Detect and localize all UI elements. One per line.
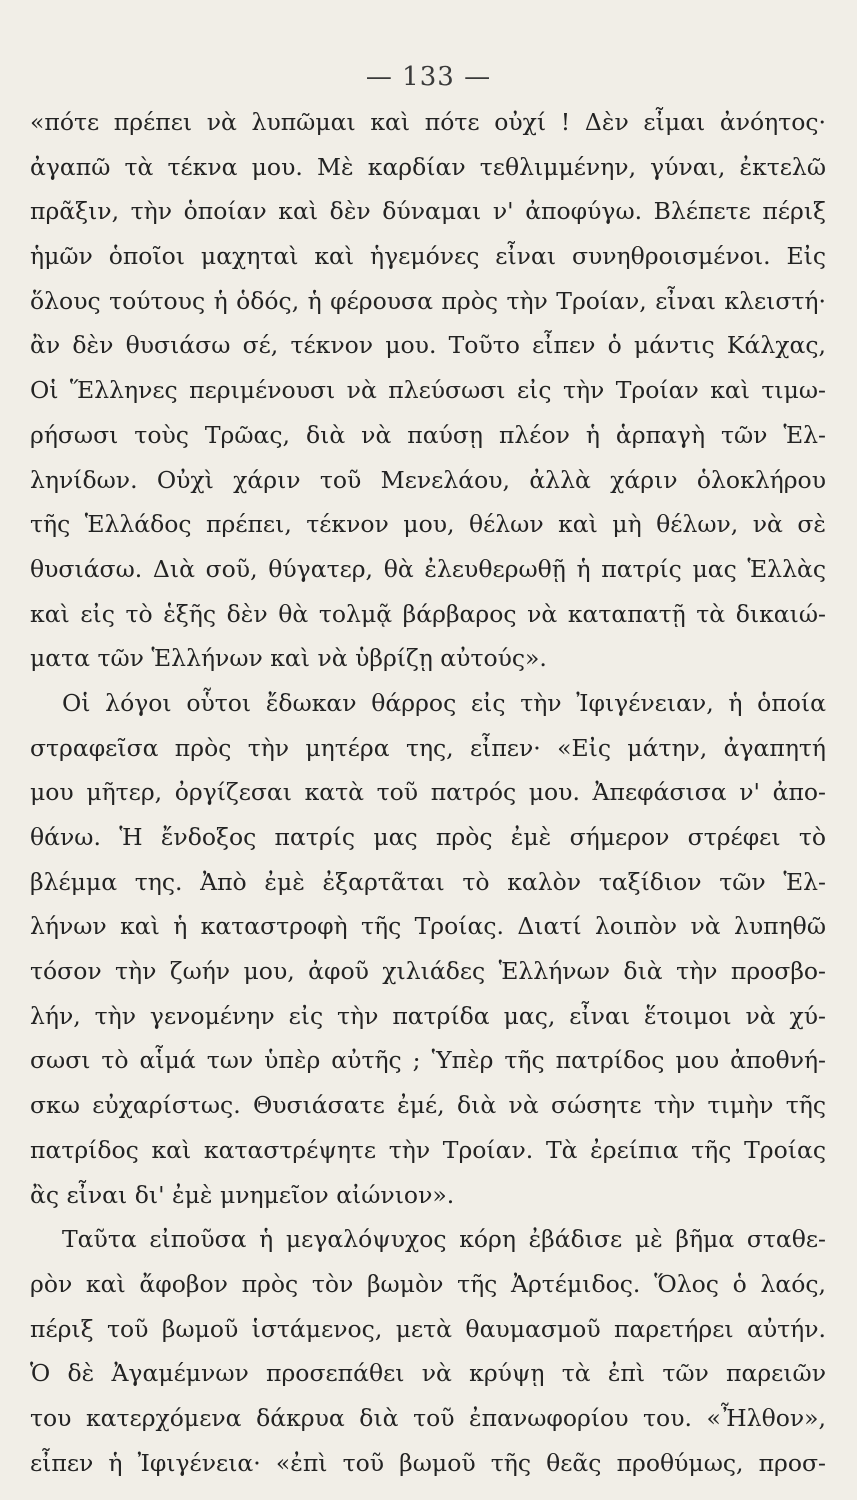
- text-line: καὶ εἰς τὸ ἑξῆς δὲν θὰ τολμᾷ βάρβαρος νὰ καταπατῇ τὰ δικαιώ-: [30, 599, 826, 628]
- text-line: ληνίδων. Οὐχὶ χάριν τοῦ Μενελάου, ἀλλὰ χάριν ὁλοκλήρου: [30, 465, 826, 494]
- text-line: πατρίδος καὶ καταστρέψητε τὴν Τροίαν. Τὰ ἐρείπια τῆς Τροίας: [30, 1135, 826, 1164]
- paragraph-start-line: Ταῦτα εἰποῦσα ἡ μεγαλόψυχος κόρη ἐβάδισε μὲ βῆμα σταθε-: [62, 1225, 826, 1254]
- text-line: εἶπεν ἡ Ἰφιγένεια· «ἐπὶ τοῦ βωμοῦ τῆς θεᾶς προθύμως, προσ-: [30, 1448, 826, 1477]
- paragraph-start-line: Οἱ λόγοι οὗτοι ἔδωκαν θάρρος εἰς τὴν Ἰφιγένειαν, ἡ ὁποία: [62, 688, 826, 717]
- text-line: Οἱ Ἕλληνες περιμένουσι νὰ πλεύσωσι εἰς τὴν Τροίαν καὶ τιμω-: [30, 376, 826, 405]
- text-line: ρήσωσι τοὺς Τρῶας, διὰ νὰ παύσῃ πλέον ἡ ἁρπαγὴ τῶν Ἑλ-: [30, 420, 826, 449]
- text-line: μου μῆτερ, ὀργίζεσαι κατὰ τοῦ πατρός μου. Ἀπεφάσισα ν' ἀπο-: [30, 778, 826, 807]
- text-line: «πότε πρέπει νὰ λυπῶμαι καὶ πότε οὐχί ! Δὲν εἶμαι ἀνόητος·: [30, 108, 826, 136]
- text-line: θάνω. Ἡ ἔνδοξος πατρίς μας πρὸς ἐμὲ σήμερον στρέφει τὸ: [30, 823, 826, 851]
- text-line: τῆς Ἑλλάδος πρέπει, τέκνον μου, θέλων καὶ μὴ θέλων, νὰ σὲ: [30, 510, 826, 539]
- text-line: ὅλους τούτους ἡ ὁδός, ἡ φέρουσα πρὸς τὴν Τροίαν, εἶναι κλειστή·: [30, 286, 826, 315]
- text-line: τόσον τὴν ζωήν μου, ἀφοῦ χιλιάδες Ἑλλήνων διὰ τὴν προσβο-: [30, 957, 826, 986]
- text-line: θυσιάσω. Διὰ σοῦ, θύγατερ, θὰ ἐλευθερωθῇ ἡ πατρίς μας Ἑλλὰς: [30, 554, 826, 583]
- text-line: ἀγαπῶ τὰ τέκνα μου. Μὲ καρδίαν τεθλιμμένην, γύναι, ἐκτελῶ: [30, 152, 826, 181]
- text-line: στραφεῖσα πρὸς τὴν μητέρα της, εἶπεν· «Εἰς μάτην, ἀγαπητή: [30, 733, 826, 762]
- paragraph-end-line: ματα τῶν Ἑλλήνων καὶ νὰ ὑβρίζῃ αὐτούς».: [30, 644, 547, 673]
- text-line: ἂν δὲν θυσιάσω σέ, τέκνον μου. Τοῦτο εἶπεν ὁ μάντις Κάλχας,: [30, 331, 826, 360]
- text-line: ἡμῶν ὁποῖοι μαχηταὶ καὶ ἡγεμόνες εἶναι συνηθροισμένοι. Εἰς: [30, 242, 826, 271]
- text-line: ρὸν καὶ ἄφοβον πρὸς τὸν βωμὸν τῆς Ἀρτέμιδος. Ὅλος ὁ λαός,: [30, 1269, 826, 1298]
- text-line: σκω εὐχαρίστως. Θυσιάσατε ἐμέ, διὰ νὰ σώσητε τὴν τιμὴν τῆς: [30, 1091, 826, 1120]
- text-line: του κατερχόμενα δάκρυα διὰ τοῦ ἐπανωφορίου του. «Ἦλθον»,: [30, 1403, 826, 1432]
- text-line: λήν, τὴν γενομένην εἰς τὴν πατρίδα μας, εἶναι ἕτοιμοι νὰ χύ-: [30, 1001, 826, 1030]
- text-line: βλέμμα της. Ἀπὸ ἐμὲ ἐξαρτᾶται τὸ καλὸν ταξίδιον τῶν Ἑλ-: [30, 867, 826, 896]
- text-line: λήνων καὶ ἡ καταστροφὴ τῆς Τροίας. Διατί λοιπὸν νὰ λυπηθῶ: [30, 912, 826, 941]
- page-number: — 133 —: [365, 62, 492, 92]
- text-line: σωσι τὸ αἷμά των ὑπὲρ αὐτῆς ; Ὑπὲρ τῆς πατρίδος μου ἀποθνή-: [30, 1046, 826, 1075]
- body-text: [30, 100, 826, 1485]
- text-line: Ὁ δὲ Ἀγαμέμνων προσεπάθει νὰ κρύψῃ τὰ ἐπὶ τῶν παρειῶν: [30, 1359, 826, 1388]
- paragraph-end-line: ἂς εἶναι δι' ἐμὲ μνημεῖον αἰώνιον».: [30, 1180, 455, 1209]
- text-line: πρᾶξιν, τὴν ὁποίαν καὶ δὲν δύναμαι ν' ἀποφύγω. Βλέπετε πέριξ: [30, 197, 826, 226]
- text-line: πέριξ τοῦ βωμοῦ ἱστάμενος, μετὰ θαυμασμοῦ παρετήρει αὐτήν.: [30, 1314, 826, 1343]
